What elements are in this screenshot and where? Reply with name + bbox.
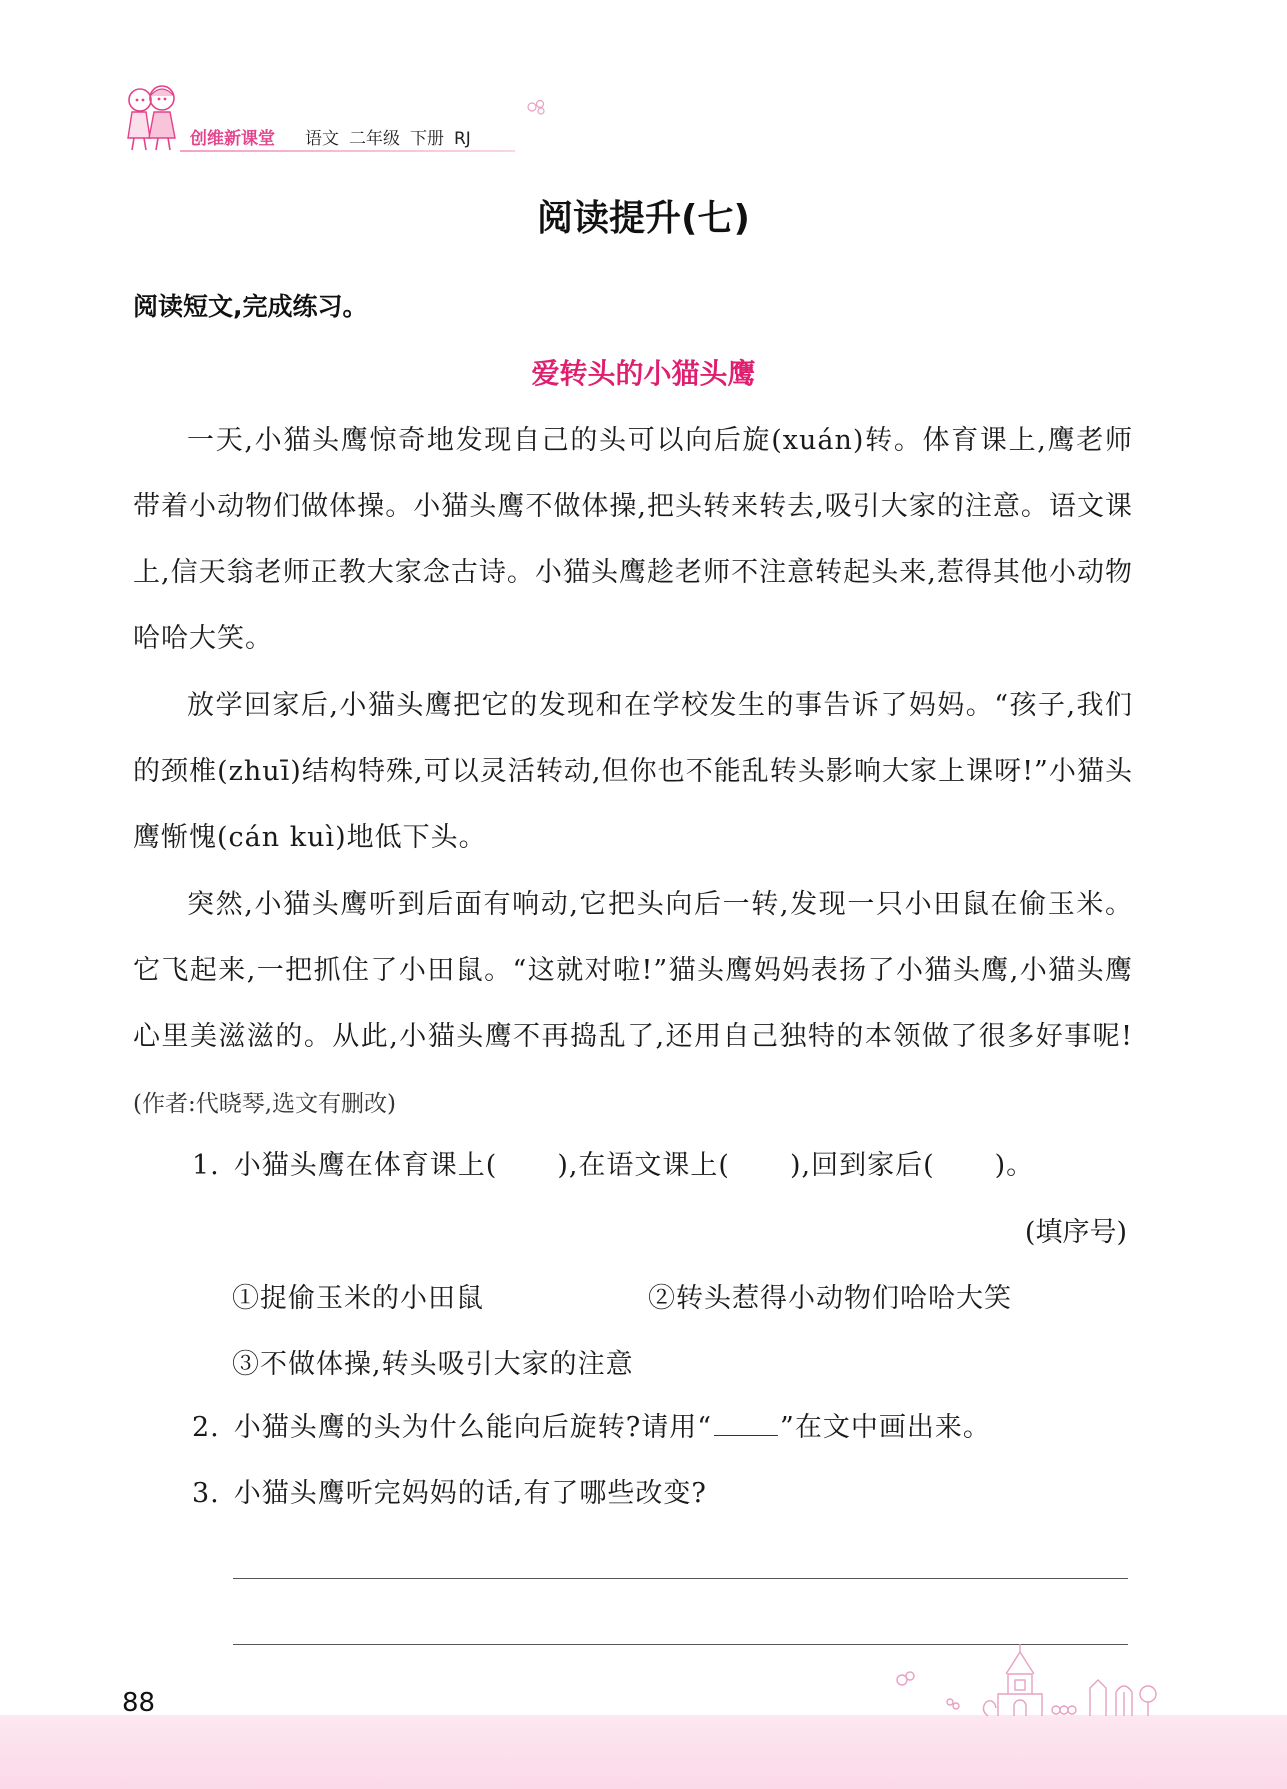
question-2 (192, 1408, 991, 1448)
question-3-number: 3. (192, 1478, 220, 1509)
children-logo-icon (120, 82, 184, 152)
subject-label: 语文 (305, 129, 339, 149)
passage-paragraph-2: 放学回家后,小猫头鹰把它的发现和在学校发生的事告诉了妈妈。“孩子,我们的颈椎(zhuī)结构特殊,可以灵活转动,但你也不能乱转头影响大家上课呀!”小猫头鹰惭愧(cán kuì)地低下头。 (133, 690, 1133, 853)
question-3-text: 小猫头鹰听完妈妈的话,有了哪些改变? (233, 1478, 707, 1509)
fill-number-hint: (填序号) (1024, 1217, 1127, 1248)
question-1-part3: ),回到家后( (789, 1150, 935, 1181)
flower-decoration-icon (526, 98, 548, 116)
header-rule (180, 150, 515, 152)
answer-line-1[interactable] (233, 1578, 1128, 1579)
option-2: ②转头惹得小动物们哈哈大笑 (648, 1283, 1012, 1314)
question-3 (192, 1474, 707, 1514)
question-1-number: 1. (192, 1150, 220, 1181)
grade-label: 二年级 (349, 129, 400, 149)
passage-paragraph-3-text: 突然,小猫头鹰听到后面有响动,它把头向后一转,发现一只小田鼠在偷玉米。它飞起来,一把抓住了小田鼠。“这就对啦!”猫头鹰妈妈表扬了小猫头鹰,小猫头鹰心里美滋滋的。从此,小猫头鹰不再捣乱了,还用自己独特的本领做了很多好事呢! (133, 889, 1133, 1052)
passage-paragraph-1: 一天,小猫头鹰惊奇地发现自己的头可以向后旋(xuán)转。体育课上,鹰老师带着小动物们做体操。小猫头鹰不做体操,把头转来转去,吸引大家的注意。语文课上,信天翁老师正教大家念古诗。小猫头鹰趁老师不注意转起头来,惹得其他小动物哈哈大笑。 (133, 425, 1133, 654)
story-title: 爱转头的小猫头鹰 (531, 357, 756, 390)
volume-label: 下册 (410, 129, 444, 149)
author-note: (作者:代晓琴,选文有删改) (133, 1091, 397, 1117)
page-title: 阅读提升(七) (537, 198, 750, 239)
question-2-number: 2. (192, 1412, 220, 1443)
footer-band (0, 1715, 1287, 1789)
question-1-part4: )。 (994, 1150, 1035, 1181)
question-2-after: ”在文中画出来。 (780, 1412, 991, 1443)
question-1-part1: 小猫头鹰在体育课上( (233, 1150, 498, 1181)
question-1 (192, 1146, 1034, 1186)
brand-name: 创维新课堂 (190, 129, 275, 149)
book-info (305, 124, 481, 149)
reading-passage (133, 408, 1133, 1138)
page-number: 88 (122, 1688, 156, 1718)
option-3: ③不做体操,转头吸引大家的注意 (232, 1349, 634, 1380)
edition-label: RJ (454, 129, 471, 149)
underline-sample (714, 1411, 778, 1436)
castle-decoration-icon (880, 1640, 1170, 1720)
instruction: 阅读短文,完成练习。 (133, 292, 368, 321)
question-2-before: 小猫头鹰的头为什么能向后旋转?请用“ (233, 1412, 713, 1443)
question-1-part2: ),在语文课上( (557, 1150, 730, 1181)
passage-paragraph-3 (133, 872, 1133, 1137)
option-1: ①捉偷玉米的小田鼠 (232, 1283, 484, 1314)
book-header (120, 82, 600, 152)
